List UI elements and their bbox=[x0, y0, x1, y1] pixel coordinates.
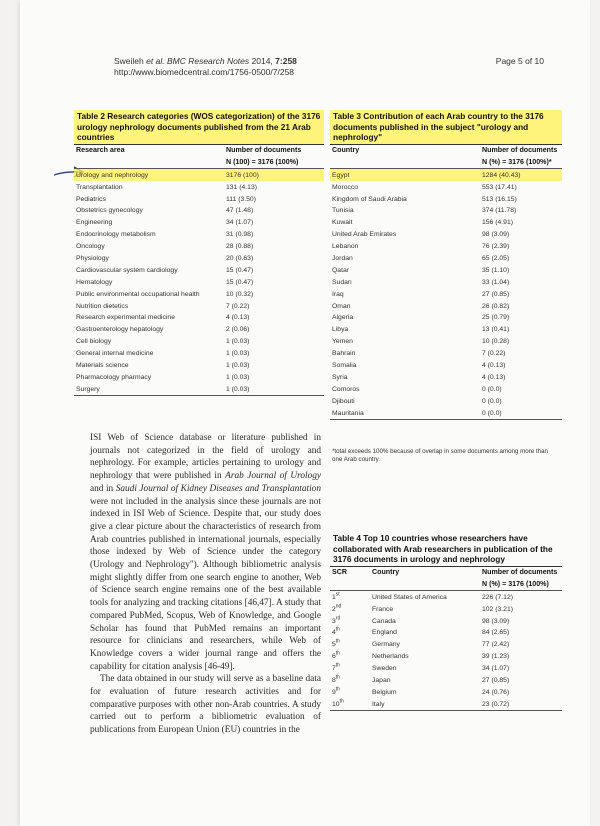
rank-suffix: th bbox=[335, 674, 340, 681]
table-row bbox=[330, 407, 562, 419]
col-number-documents: Number of documents bbox=[226, 146, 302, 155]
table-row bbox=[74, 324, 324, 336]
table-row bbox=[74, 371, 324, 383]
research-area-cell: Materials science bbox=[76, 361, 129, 369]
document-count-cell: 226 (7.12) bbox=[482, 593, 513, 601]
document-count-cell: 27 (0.85) bbox=[482, 676, 510, 684]
document-count-cell: 10 (0.28) bbox=[482, 338, 510, 346]
rank-cell bbox=[330, 662, 372, 673]
table-row bbox=[330, 205, 562, 217]
table-row bbox=[74, 181, 324, 193]
research-area-cell: Obstetrics gynecology bbox=[76, 207, 143, 215]
document-count-cell: 1 (0.03) bbox=[226, 385, 250, 393]
table-row bbox=[330, 241, 562, 253]
document-count-cell: 33 (1.04) bbox=[482, 278, 510, 286]
running-header-citation: Sweileh et al. BMC Research Notes 2014, 7:258 http://www.biomedcentral.com/1756-0500/7/258 bbox=[114, 56, 297, 77]
table-row bbox=[330, 360, 562, 372]
rank-number: 5 bbox=[332, 641, 336, 649]
table-row bbox=[330, 698, 562, 710]
country-cell: United Arab Emirates bbox=[332, 231, 397, 239]
country-cell: Netherlands bbox=[372, 653, 409, 661]
table-row bbox=[74, 288, 324, 300]
country-cell: Somalia bbox=[332, 361, 357, 369]
research-area-cell: Pediatrics bbox=[76, 195, 106, 203]
country-cell: Canada bbox=[372, 617, 396, 625]
table-row bbox=[74, 300, 324, 312]
document-count-cell: 23 (0.72) bbox=[482, 700, 510, 708]
document-count-cell: 34 (1.07) bbox=[226, 219, 254, 227]
document-count-cell: 102 (3.21) bbox=[482, 605, 513, 613]
col-number-documents: Number of documents bbox=[482, 146, 558, 155]
table-3-header bbox=[330, 145, 562, 157]
col-scr: SCR bbox=[332, 568, 347, 577]
rank-number: 8 bbox=[332, 676, 336, 684]
rank-number: 4 bbox=[332, 629, 336, 637]
col-number-documents-sub: N (%) = 3176 (100%)* bbox=[482, 158, 552, 167]
col-research-area: Research area bbox=[76, 146, 125, 155]
rank-suffix: st bbox=[335, 591, 340, 598]
col-number-documents-sub: N (100) = 3176 (100%) bbox=[226, 158, 299, 167]
document-count-cell: 31 (0.98) bbox=[226, 231, 254, 239]
rank-number: 1 bbox=[332, 593, 336, 601]
table-row bbox=[74, 276, 324, 288]
table-2-header bbox=[74, 145, 324, 157]
table-2 bbox=[74, 110, 324, 396]
document-count-cell: 28 (0.88) bbox=[226, 243, 254, 251]
country-cell: Morocco bbox=[332, 183, 359, 191]
document-count-cell: 513 (16.15) bbox=[482, 195, 517, 203]
rank-suffix: rd bbox=[335, 615, 341, 622]
rank-cell bbox=[330, 615, 372, 625]
document-count-cell: 1 (0.03) bbox=[226, 373, 250, 381]
document-count-cell: 1 (0.03) bbox=[226, 338, 250, 346]
document-count-cell: 84 (2.65) bbox=[482, 629, 510, 637]
country-cell: Mauritania bbox=[332, 409, 364, 417]
rank-suffix: th bbox=[335, 627, 340, 634]
country-cell: Jordan bbox=[332, 254, 353, 262]
research-area-cell: Endocrinology metabolism bbox=[76, 231, 156, 239]
country-cell: Sweden bbox=[372, 665, 397, 673]
research-area-cell: Hematology bbox=[76, 278, 113, 286]
research-area-cell: General internal medicine bbox=[76, 350, 154, 358]
table-row bbox=[330, 312, 562, 324]
rank-number: 10 bbox=[332, 700, 340, 708]
table-row bbox=[330, 383, 562, 395]
document-count-cell: 77 (2.42) bbox=[482, 641, 510, 649]
table-row bbox=[330, 288, 562, 300]
table-row bbox=[330, 217, 562, 229]
table-row bbox=[330, 229, 562, 241]
col-number-documents: Number of documents bbox=[482, 568, 558, 577]
document-count-cell: 27 (0.85) bbox=[482, 290, 510, 298]
document-count-cell: 111 (3.50) bbox=[226, 195, 256, 203]
rank-suffix: th bbox=[339, 698, 344, 705]
table-row bbox=[330, 627, 562, 639]
table-row bbox=[330, 371, 562, 383]
table-row bbox=[74, 193, 324, 205]
document-count-cell: 0 (0.0) bbox=[482, 397, 502, 405]
table-row bbox=[330, 336, 562, 348]
table-row bbox=[330, 169, 562, 181]
rank-number: 7 bbox=[332, 665, 336, 673]
country-cell: Egypt bbox=[332, 171, 350, 179]
document-count-cell: 0 (0.0) bbox=[482, 409, 502, 417]
country-cell: Kuwait bbox=[332, 219, 353, 227]
rank-cell bbox=[330, 603, 372, 613]
country-cell: Comoros bbox=[332, 385, 360, 393]
document-count-cell: 553 (17.41) bbox=[482, 183, 517, 191]
table-row bbox=[330, 348, 562, 360]
col-number-documents-sub: N (%) = 3176 (100%) bbox=[482, 580, 549, 589]
table-row bbox=[74, 217, 324, 229]
document-count-cell: 34 (1.07) bbox=[482, 665, 510, 673]
table-4-body bbox=[330, 591, 562, 710]
document-count-cell: 10 (0.32) bbox=[226, 290, 254, 298]
document-count-cell: 1 (0.03) bbox=[226, 350, 250, 358]
rank-cell bbox=[330, 629, 372, 636]
country-cell: Italy bbox=[372, 700, 385, 708]
document-count-cell: 374 (11.78) bbox=[482, 207, 517, 215]
table-2-body bbox=[74, 169, 324, 395]
table-4-caption: Table 4 Top 10 countries whose researchers have collaborated with Arab researchers in publication of the 3176 documents in urology and nephrology bbox=[333, 533, 553, 564]
table-row bbox=[330, 395, 562, 407]
rank-suffix: th bbox=[335, 650, 340, 657]
table-row bbox=[330, 615, 562, 627]
paragraph: The data obtained in our study will serve as a baseline data for evaluation of future research activities and for comparative purposes with other non-Arab countries. A study carried out to perform a bibliometric evaluation of publications from European Union (EU) countries in the bbox=[90, 674, 321, 736]
document-count-cell: 2 (0.06) bbox=[226, 326, 250, 334]
research-area-cell: Surgery bbox=[76, 385, 100, 393]
table-row bbox=[330, 253, 562, 265]
rank-suffix: th bbox=[335, 686, 340, 693]
page-number: Page 5 of 10 bbox=[495, 56, 544, 66]
document-count-cell: 15 (0.47) bbox=[226, 266, 254, 274]
table-row bbox=[74, 348, 324, 360]
country-cell: United States of America bbox=[372, 593, 447, 601]
document-count-cell: 1 (0.03) bbox=[226, 361, 250, 369]
document-count-cell: 1284 (40.43) bbox=[482, 171, 521, 179]
research-area-cell: Nutrition dietetics bbox=[76, 302, 129, 310]
rank-number: 6 bbox=[332, 653, 336, 661]
country-cell: Qatar bbox=[332, 266, 349, 274]
table-3-footnote: *total exceeds 100% because of overlap in some documents among more than one Arab country. bbox=[332, 448, 549, 463]
country-cell: Iraq bbox=[332, 290, 344, 298]
rank-suffix: th bbox=[335, 662, 340, 669]
table-3 bbox=[330, 110, 562, 420]
rank-number: 2 bbox=[332, 605, 336, 613]
table-3-body bbox=[330, 169, 562, 419]
table-4-header bbox=[330, 567, 562, 579]
country-cell: Germany bbox=[372, 641, 400, 649]
document-count-cell: 4 (0.13) bbox=[482, 361, 506, 369]
country-cell: Bahrain bbox=[332, 350, 356, 358]
research-area-cell: Engineering bbox=[76, 219, 113, 227]
document-count-cell: 15 (0.47) bbox=[226, 278, 254, 286]
research-area-cell: Oncology bbox=[76, 243, 105, 251]
table-3-caption: Table 3 Contribution of each Arab country to the 3176 documents published in the subject "urology and nephrology" bbox=[330, 110, 562, 144]
table-row bbox=[330, 603, 562, 615]
country-cell: Sudan bbox=[332, 278, 352, 286]
table-row bbox=[330, 651, 562, 663]
table-row bbox=[74, 241, 324, 253]
document-count-cell: 24 (0.76) bbox=[482, 688, 510, 696]
document-count-cell: 7 (0.22) bbox=[226, 302, 250, 310]
document-count-cell: 4 (0.13) bbox=[482, 373, 506, 381]
table-row bbox=[330, 193, 562, 205]
research-area-cell: Research experimental medicine bbox=[76, 314, 175, 322]
table-row bbox=[74, 360, 324, 372]
document-count-cell: 65 (2.05) bbox=[482, 254, 510, 262]
rank-cell bbox=[330, 686, 372, 696]
table-row bbox=[330, 675, 562, 687]
table-row bbox=[330, 639, 562, 651]
document-count-cell: 20 (0.63) bbox=[226, 254, 254, 262]
rank-number: 9 bbox=[332, 688, 336, 696]
table-2-caption: Table 2 Research categories (WOS categorization) of the 3176 urology nephrology documents published from the 21 Arab countries bbox=[74, 110, 324, 144]
document-count-cell: 98 (3.09) bbox=[482, 617, 510, 625]
document-count-cell: 3176 (100) bbox=[226, 171, 259, 179]
table-row bbox=[330, 300, 562, 312]
body-text-column bbox=[90, 432, 321, 737]
table-row bbox=[74, 205, 324, 217]
rank-cell bbox=[330, 591, 372, 601]
document-count-cell: 0 (0.0) bbox=[482, 385, 502, 393]
research-area-cell: Public environmental occupational health bbox=[76, 290, 200, 298]
table-row bbox=[74, 264, 324, 276]
rank-suffix: th bbox=[335, 639, 340, 646]
research-area-cell: Cell biology bbox=[76, 338, 112, 346]
document-count-cell: 7 (0.22) bbox=[482, 350, 506, 358]
table-row bbox=[330, 591, 562, 603]
table-row bbox=[330, 181, 562, 193]
country-cell: Algeria bbox=[332, 314, 354, 322]
country-cell: Tunisia bbox=[332, 207, 354, 215]
document-count-cell: 26 (0.82) bbox=[482, 302, 510, 310]
rank-cell bbox=[330, 641, 372, 648]
table-row bbox=[330, 276, 562, 288]
table-row bbox=[74, 383, 324, 395]
research-area-cell: Physiology bbox=[76, 254, 109, 262]
table-row bbox=[74, 169, 324, 181]
research-area-cell: Transplantation bbox=[76, 183, 123, 191]
rank-cell bbox=[330, 698, 372, 708]
document-count-cell: 98 (3.09) bbox=[482, 231, 510, 239]
research-area-cell: Cardiovascular system cardiology bbox=[76, 266, 178, 274]
col-country: Country bbox=[372, 568, 400, 577]
country-cell: Yemen bbox=[332, 338, 353, 346]
article-url[interactable]: http://www.biomedcentral.com/1756-0500/7/258 bbox=[114, 67, 295, 77]
document-count-cell: 47 (1.48) bbox=[226, 207, 254, 215]
rank-cell bbox=[330, 650, 372, 661]
document-count-cell: 39 (1.23) bbox=[482, 653, 510, 661]
table-row bbox=[74, 253, 324, 265]
paragraph: ISI Web of Science database or literature published in journals not categorized in the field of urology and nephrology. For example, articles pertaining to urology and nephrology that were published in Arab Journal of Urology and in Saudi Journal of Kidney Diseases and Transplantation were not included in the analysis since these journals are not indexed in ISI Web of Science. Despite that, our study does give a clear picture about the characteristics of research from Arab countries published in international journals, especially those indexed by Web of Science under the category (Urology and Nephrology"). Although bibliometric analysis might slightly differ from one search engine to another, Web of Science search engine remains one of the best available tools for analyzing and tracking citations [46,47]. A study that compared PubMed, Scopus, Web of Knowledge, and Google Scholar has found that PubMed remains an important resource for clinicians and researchers, while Web of Knowledge covers a wider journal range and offers the capability for citation analysis [46-49]. bbox=[90, 433, 321, 672]
rank-suffix: nd bbox=[335, 603, 342, 610]
country-cell: Japan bbox=[372, 676, 391, 684]
document-count-cell: 13 (0.41) bbox=[482, 326, 510, 334]
document-count-cell: 25 (0.79) bbox=[482, 314, 510, 322]
research-area-cell: Urology and nephrology bbox=[76, 171, 149, 179]
country-cell: Libya bbox=[332, 326, 349, 334]
document-count-cell: 131 (4.13) bbox=[226, 183, 257, 191]
country-cell: France bbox=[372, 605, 394, 613]
rank-number: 3 bbox=[332, 617, 336, 625]
document-count-cell: 76 (2.39) bbox=[482, 243, 510, 251]
document-count-cell: 35 (1.10) bbox=[482, 266, 510, 274]
table-4 bbox=[330, 532, 562, 711]
table-row bbox=[330, 663, 562, 675]
col-country: Country bbox=[332, 146, 360, 155]
document-count-cell: 4 (0.13) bbox=[226, 314, 250, 322]
country-cell: Djibouti bbox=[332, 397, 355, 405]
document-count-cell: 156 (4.91) bbox=[482, 219, 513, 227]
country-cell: Belgium bbox=[372, 688, 397, 696]
table-row bbox=[74, 336, 324, 348]
rank-cell bbox=[330, 674, 372, 684]
country-cell: Syria bbox=[332, 373, 348, 381]
table-row bbox=[330, 686, 562, 698]
table-row bbox=[330, 324, 562, 336]
table-row bbox=[74, 312, 324, 324]
country-cell: England bbox=[372, 629, 397, 637]
research-area-cell: Pharmacology pharmacy bbox=[76, 373, 152, 381]
country-cell: Oman bbox=[332, 302, 351, 310]
research-area-cell: Gastroenterology hepatology bbox=[76, 326, 164, 334]
country-cell: Lebanon bbox=[332, 243, 359, 251]
table-row bbox=[330, 264, 562, 276]
country-cell: Kingdom of Saudi Arabia bbox=[332, 195, 407, 203]
table-row bbox=[74, 229, 324, 241]
